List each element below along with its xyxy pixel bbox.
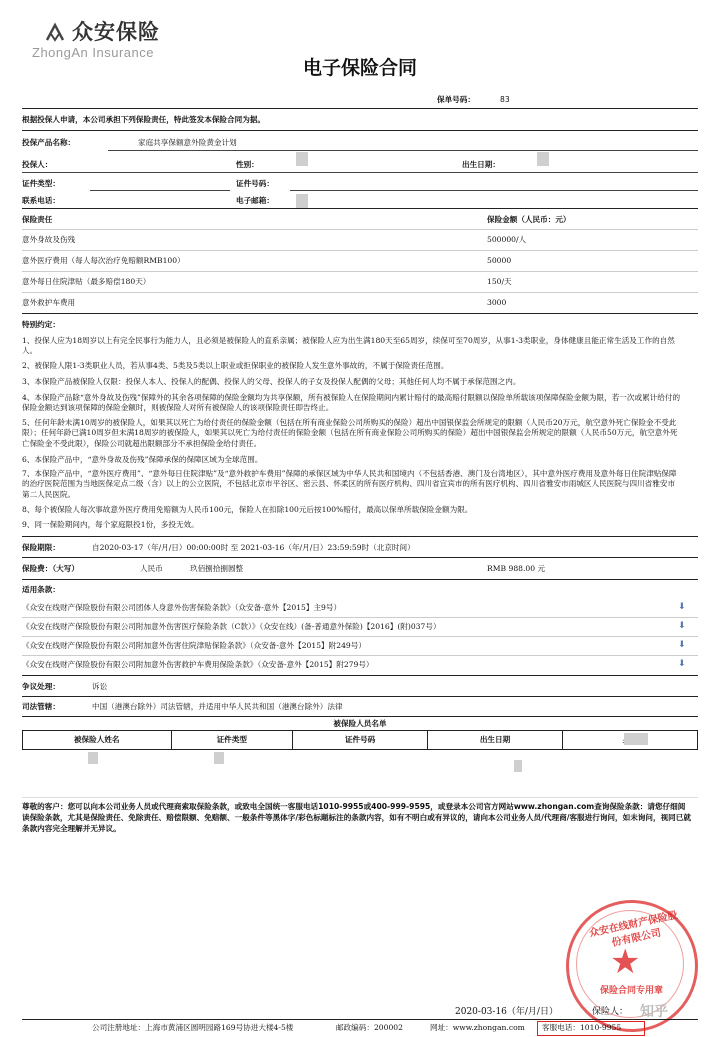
special-item: 7、本保险产品中，“意外医疗费用”、“意外每日住院津贴”及“意外救护车费用”保障的承保区域为中华人民共和国境内（不包括香港、澳门及台湾地区），其中意外医疗费用及意外每日住院津贴保障的治疗医院范围为当地医保定点二级（含）以上的公立医院，不包括北京市平谷区、密云县、怀柔区的所有医疗机构、四川省宜宾市的所有医疗机构、四川省雅安市雨城区人民医院与四川省雅安市第二人民医院。 [22, 469, 677, 499]
special-item: 8、每个被保险人每次事故意外医疗费用免赔额为人民币100元，保险人在扣除100元后按100%赔付，最高以保单所载保险金额为限。 [22, 505, 473, 514]
special-item: 2、被保险人限1-3类职业人员，若从事4类、5类及5类以上职业或拒保职业的被保险人发生意外事故的，不属于保险责任范围。 [22, 361, 449, 370]
special-item: 3、本保险产品被保险人仅限：投保人本人、投保人的配偶、投保人的父母、投保人的子女及投保人配偶的父母；其他任何人均不属于承保范围之内。 [22, 377, 521, 386]
divider [22, 675, 698, 676]
redacted-block [537, 152, 549, 166]
holder-label: 投保人： [22, 160, 53, 169]
insurer-label: 保险人： [592, 1007, 629, 1017]
special-item: 1、投保人应为18周岁以上有完全民事行为能力人，且必须是被保险人的直系亲属；被保险人应为出生满180天至65周岁，续保可至70周岁，从事1-3类职业，身体健康且能正常生活及工作的自然人。 [22, 336, 675, 356]
special-item: 6、本保险产品中，“意外身故及伤残”保障承保的保障区域为全球范围。 [22, 455, 263, 464]
insured-list-title: 被保险人员名单 [333, 719, 387, 728]
redacted-block [624, 733, 648, 745]
notice-text: 您可以向本公司业务人员或代理商索取保险条款，或致电全国统一客服电话1010-9955或400-999-9595，或登录本公司官方网站www.zhongan.com查询保险条款：请您仔细阅读保险条款，尤其是保险责任、免除责任、赔偿限额、免赔额、一般条件等黑体字/彩色标题标注的条款内容，如有不明白或有异议的，请向本公司业务人员/代理商/客服进行询问，如未询问，视同已就条款内容完全理解并无异议。 [22, 802, 691, 833]
divider [22, 313, 698, 314]
gender-label: 性别： [236, 160, 259, 169]
premium-words: 玖佰捌拾捌圆整 [190, 564, 244, 573]
table-header-row [23, 731, 698, 750]
row-divider [22, 250, 698, 251]
row-divider [22, 655, 698, 656]
policy-no-label: 保单号码： [437, 95, 475, 104]
notice-block [22, 801, 692, 834]
coverage-name: 意外医疗费用（每人每次治疗免赔额RMB100） [22, 256, 185, 265]
period-label: 保险期限： [22, 543, 60, 552]
term-link[interactable]: 《众安在线财产保险股份有限公司附加意外伤害救护车费用保险条款》（众安备-意外【2015】附279号） [22, 660, 374, 669]
table-header: 出生日期 [428, 731, 563, 750]
policy-no-value: 83 [500, 95, 510, 104]
row-divider [22, 292, 698, 293]
seal-subtext: 保险合同专用章 [600, 986, 664, 996]
email-label: 电子邮箱： [236, 196, 274, 205]
divider [22, 716, 698, 717]
redacted-block [296, 194, 308, 208]
divider [22, 536, 698, 537]
id-no-label: 证件号码： [236, 179, 274, 188]
footer-hotline: 客服电话：1010-9955 [542, 1023, 622, 1032]
divider [22, 108, 698, 109]
zhongan-logo-icon [42, 22, 68, 42]
coverage-amount: 150/天 [487, 277, 512, 286]
divider [22, 696, 698, 697]
coverage-amount: 3000 [487, 298, 507, 307]
period-value: 自2020-03-17（年/月/日）00:00:00时 至 2021-03-16（年/月/日）23:59:59时（北京时间） [92, 543, 415, 552]
divider [90, 190, 230, 191]
divider [22, 557, 698, 558]
notice-label: 尊敬的客户： [22, 802, 68, 811]
divider [22, 208, 698, 209]
coverage-name: 意外救护车费用 [22, 298, 76, 307]
intro-text: 根据投保人申请，本公司承担下列保险责任，特此签发本保险合同为据。 [22, 115, 265, 124]
divider [22, 1019, 698, 1020]
special-item: 9、同一保险期间内，每个家庭限投1份，多投无效。 [22, 520, 199, 529]
redacted-block [514, 760, 522, 772]
coverage-name: 意外身故及伤残 [22, 235, 76, 244]
insured-table [22, 730, 698, 750]
term-link[interactable]: 《众安在线财产保险股份有限公司团体人身意外伤害保险条款》（众安备-意外【2015】主9号） [22, 603, 342, 612]
special-item: 4、本保险产品除“意外身故及伤残”保障外的其余各项保障的保险金额均为共享保额，所有被保险人在保险期间内累计赔付的最高赔付限额以保险单所载该项保障保险金额为限，若一次或累计给付的保险金额达到该项保障的保险金额时，则被保险人对所有被保险人的该项保险责任即告终止。 [22, 393, 681, 413]
seal-star-icon: ★ [610, 942, 641, 982]
download-icon[interactable]: ⬇ [678, 602, 686, 612]
redacted-block [296, 152, 308, 166]
footer-postcode: 邮政编码：200002 [336, 1023, 403, 1032]
id-type-label: 证件类型： [22, 179, 60, 188]
row-divider [22, 229, 698, 230]
product-value: 家庭共享保额意外险黄金计划 [138, 138, 237, 147]
table-header: 被保险人姓名 [23, 731, 172, 750]
download-icon[interactable]: ⬇ [678, 659, 686, 669]
footer-website[interactable]: 网址：www.zhongan.com [430, 1023, 525, 1032]
divider [290, 190, 698, 191]
table-header: 证件号码 [293, 731, 428, 750]
coverage-name: 意外每日住院津贴（最多赔偿180天） [22, 277, 151, 286]
special-item: 5、任何年龄未满10周岁的被保险人，如果其以死亡为给付责任的保险金额（包括在所有商业保险公司所购买的保险）超出中国银保监会所规定的限额（人民币20万元，航空意外死亡保险金不受此限）；任何年龄已满10周岁但未满18周岁的被保险人，如果其以死亡为给付责任的保险金额（包括在所有商业保险公司所购买的保险）超出中国银保监会所规定的限额（人民币50万元，航空意外死亡保险金不受此限），保险公司就超出限额部分不承担保险金给付责任。 [22, 418, 678, 448]
row-divider [22, 271, 698, 272]
logo-text: 众安保险 [72, 20, 160, 44]
table-header: 证件类型 [171, 731, 293, 750]
row-divider [22, 617, 698, 618]
redacted-block [214, 752, 224, 764]
divider [22, 579, 698, 580]
term-link[interactable]: 《众安在线财产保险股份有限公司附加意外伤害医疗保险条款（C款）》（众安在线）(备-普通意外保险)【2016】(附)037号） [22, 622, 441, 631]
premium-amount: RMB 988.00 元 [487, 564, 546, 573]
download-icon[interactable]: ⬇ [678, 640, 686, 650]
jurisdiction-label: 司法管辖： [22, 702, 60, 711]
premium-label: 保险费：（大写） [22, 564, 79, 573]
signature-date: 2020-03-16（年/月/日） [455, 1007, 558, 1017]
terms-label: 适用条款： [22, 585, 60, 594]
logo-english: ZhongAn Insurance [32, 45, 154, 60]
coverage-amount: 50000 [487, 256, 512, 265]
page-title: 电子保险合同 [302, 57, 417, 79]
term-link[interactable]: 《众安在线财产保险股份有限公司附加意外伤害住院津贴保险条款》（众安备-意外【2015】附249号） [22, 641, 366, 650]
product-label: 投保产品名称： [22, 138, 76, 147]
amount-header: 保险金额（人民币：元） [487, 215, 571, 224]
jurisdiction-value: 中国（港澳台除外）司法管辖，并适用中华人民共和国（港澳台除外）法律 [92, 702, 343, 711]
dispute-label: 争议处理： [22, 682, 60, 691]
premium-currency: 人民币 [140, 564, 163, 573]
divider [22, 172, 698, 173]
coverage-header: 保险责任 [22, 215, 53, 224]
footer-address: 公司注册地址：上海市黄浦区圆明园路169号协进大楼4-5楼 [92, 1023, 294, 1032]
redacted-block [88, 752, 98, 764]
watermark: 知乎 [640, 1004, 668, 1020]
row-divider [22, 636, 698, 637]
dispute-value: 诉讼 [92, 682, 108, 691]
download-icon[interactable]: ⬇ [678, 621, 686, 631]
divider [108, 150, 698, 151]
coverage-amount: 500000/人 [487, 235, 527, 244]
divider [22, 797, 698, 798]
birth-label: 出生日期： [462, 160, 500, 169]
phone-label: 联系电话： [22, 196, 60, 205]
special-title: 特别约定： [22, 320, 60, 329]
seal-text: 众安在线财产保险股份有限公司 [588, 909, 679, 949]
divider [22, 130, 698, 131]
